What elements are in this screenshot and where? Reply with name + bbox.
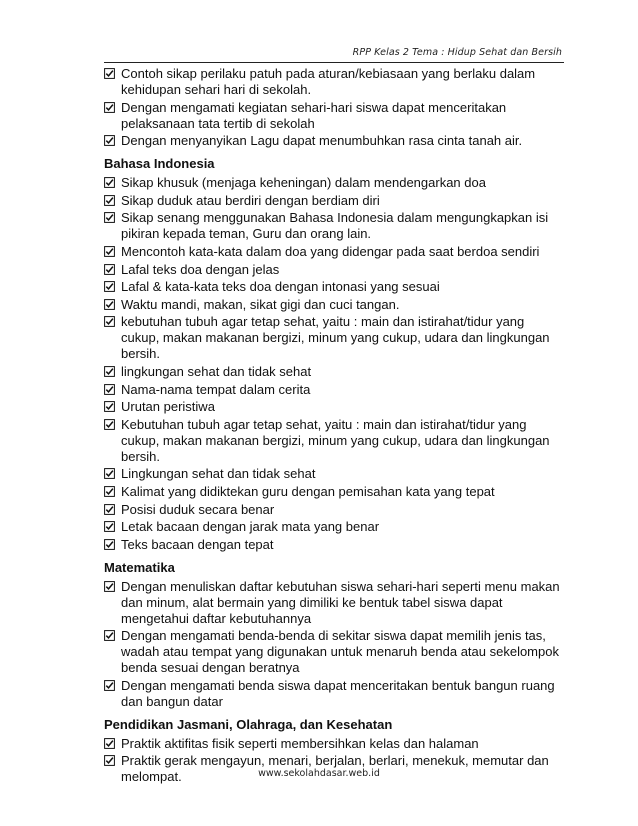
checklist-item-text: Sikap khusuk (menjaga keheningan) dalam mendengarkan doa — [121, 175, 486, 191]
checklist-item — [104, 210, 566, 242]
checklist-item — [104, 262, 566, 278]
checklist-item-text: Letak bacaan dengan jarak mata yang benar — [121, 519, 380, 535]
checklist-item — [104, 537, 566, 553]
checklist-item — [104, 417, 566, 465]
checked-box-icon — [104, 297, 116, 313]
checklist-item-text: Lingkungan sehat dan tidak sehat — [121, 466, 316, 482]
checklist-item — [104, 628, 566, 676]
checklist-item — [104, 244, 566, 260]
checked-box-icon — [104, 210, 116, 226]
checklist-item-text: Praktik aktifitas fisik seperti membersihkan kelas dan halaman — [121, 735, 479, 751]
checked-box-icon — [104, 364, 116, 380]
checked-box-icon — [104, 100, 116, 116]
checked-box-icon — [104, 244, 116, 260]
checklist-item-text: Teks bacaan dengan tepat — [121, 536, 274, 552]
checklist-item — [104, 279, 566, 295]
checklist-item-text: Dengan menyanyikan Lagu dapat menumbuhkan rasa cinta tanah air. — [121, 133, 523, 149]
checklist-item — [104, 502, 566, 518]
checklist-item-text: Dengan menuliskan daftar kebutuhan siswa sehari-hari seperti menu makan dan minum, alat bermain yang dimiliki ke bentuk tabel siswa dapat mengetahui daftar kebutuhannya — [121, 578, 560, 626]
footer-url: www.sekolahdasar.web.id — [258, 768, 380, 779]
checklist-item — [104, 382, 566, 398]
checklist-item-text: Lafal teks doa dengan jelas — [121, 261, 280, 277]
checked-box-icon — [104, 537, 116, 553]
checklist-item-text: Posisi duduk secara benar — [121, 501, 275, 517]
checked-box-icon — [104, 399, 116, 415]
checklist-item-text: Dengan mengamati kegiatan sehari-hari siswa dapat menceritakan pelaksanaan tata tertib di sekolah — [121, 99, 507, 131]
checked-box-icon — [104, 466, 116, 482]
checked-box-icon — [104, 279, 116, 295]
checked-box-icon — [104, 175, 116, 191]
checked-box-icon — [104, 678, 116, 694]
header-rule — [104, 62, 564, 63]
section-heading: Pendidikan Jasmani, Olahraga, dan Kesehatan — [104, 716, 393, 732]
section-heading: Bahasa Indonesia — [104, 156, 215, 172]
checklist-item — [104, 399, 566, 415]
running-header: RPP Kelas 2 Tema : Hidup Sehat dan Bersih — [352, 47, 562, 58]
checked-box-icon — [104, 736, 116, 752]
checklist-item-text: Sikap duduk atau berdiri dengan berdiam diri — [121, 192, 380, 208]
checklist-item — [104, 133, 566, 149]
checklist-item — [104, 364, 566, 380]
checklist-item-text: Mencontoh kata-kata dalam doa yang didengar pada saat berdoa sendiri — [121, 243, 540, 259]
section-2 — [104, 560, 566, 710]
checklist-item-text: lingkungan sehat dan tidak sehat — [121, 363, 312, 379]
checklist-item — [104, 466, 566, 482]
checklist-item — [104, 736, 566, 752]
checklist-item-text: Contoh sikap perilaku patuh pada aturan/kebiasaan yang berlaku dalam kehidupan sehari hari di sekolah. — [121, 66, 536, 97]
checklist-item — [104, 297, 566, 313]
checklist-item — [104, 100, 566, 132]
checklist-item — [104, 314, 566, 362]
checklist-item — [104, 175, 566, 191]
checklist-item-text: Lafal & kata-kata teks doa dengan intonasi yang sesuai — [121, 279, 440, 295]
checklist-item — [104, 678, 566, 710]
checked-box-icon — [104, 262, 116, 278]
checklist-item-text: Dengan mengamati benda siswa dapat menceritakan bentuk bangun ruang dan bangun datar — [121, 677, 555, 709]
checked-box-icon — [104, 579, 116, 595]
checked-box-icon — [104, 628, 116, 644]
checked-box-icon — [104, 314, 116, 330]
section-heading: Matematika — [104, 559, 175, 575]
checked-box-icon — [104, 502, 116, 518]
document-body — [104, 66, 566, 787]
checked-box-icon — [104, 519, 116, 535]
checked-box-icon — [104, 382, 116, 398]
checklist-item — [104, 484, 566, 500]
checked-box-icon — [104, 484, 116, 500]
checklist-item-text: Waktu mandi, makan, sikat gigi dan cuci tangan. — [121, 296, 400, 312]
checklist-item — [104, 579, 566, 627]
checklist-item-text: Praktik gerak mengayun, menari, berjalan, berlari, menekuk, memutar dan melompat. — [121, 753, 549, 785]
checklist-item — [104, 519, 566, 535]
checked-box-icon — [104, 66, 116, 82]
checked-box-icon — [104, 133, 116, 149]
checklist-item-text: Urutan peristiwa — [121, 399, 215, 415]
checklist-item — [104, 66, 566, 98]
checklist-item-text: Sikap senang menggunakan Bahasa Indonesia dalam mengungkapkan isi pikiran kepada teman, Guru dan orang lain. — [121, 210, 549, 242]
checklist-item-text: Kebutuhan tubuh agar tetap sehat, yaitu : main dan istirahat/tidur yang cukup, makan makanan bergizi, minum yang cukup, udara dan lingkungan bersih. — [121, 416, 550, 464]
checklist-item-text: Nama-nama tempat dalam cerita — [121, 381, 311, 397]
checked-box-icon — [104, 417, 116, 433]
section-1 — [104, 156, 566, 553]
checklist-item-text: Dengan mengamati benda-benda di sekitar siswa dapat memilih jenis tas, wadah atau tempat yang digunakan untuk menaruh benda atau sekelompok benda sesuai dengan beratnya — [121, 628, 559, 676]
checklist-item-text: kebutuhan tubuh agar tetap sehat, yaitu : main dan istirahat/tidur yang cukup, makan makanan bergizi, minum yang cukup, udara dan lingkungan bersih. — [121, 314, 550, 362]
checklist-item-text: Kalimat yang didiktekan guru dengan pemisahan kata yang tepat — [121, 483, 495, 499]
checked-box-icon — [104, 193, 116, 209]
section-0 — [104, 66, 566, 149]
checklist-item — [104, 193, 566, 209]
